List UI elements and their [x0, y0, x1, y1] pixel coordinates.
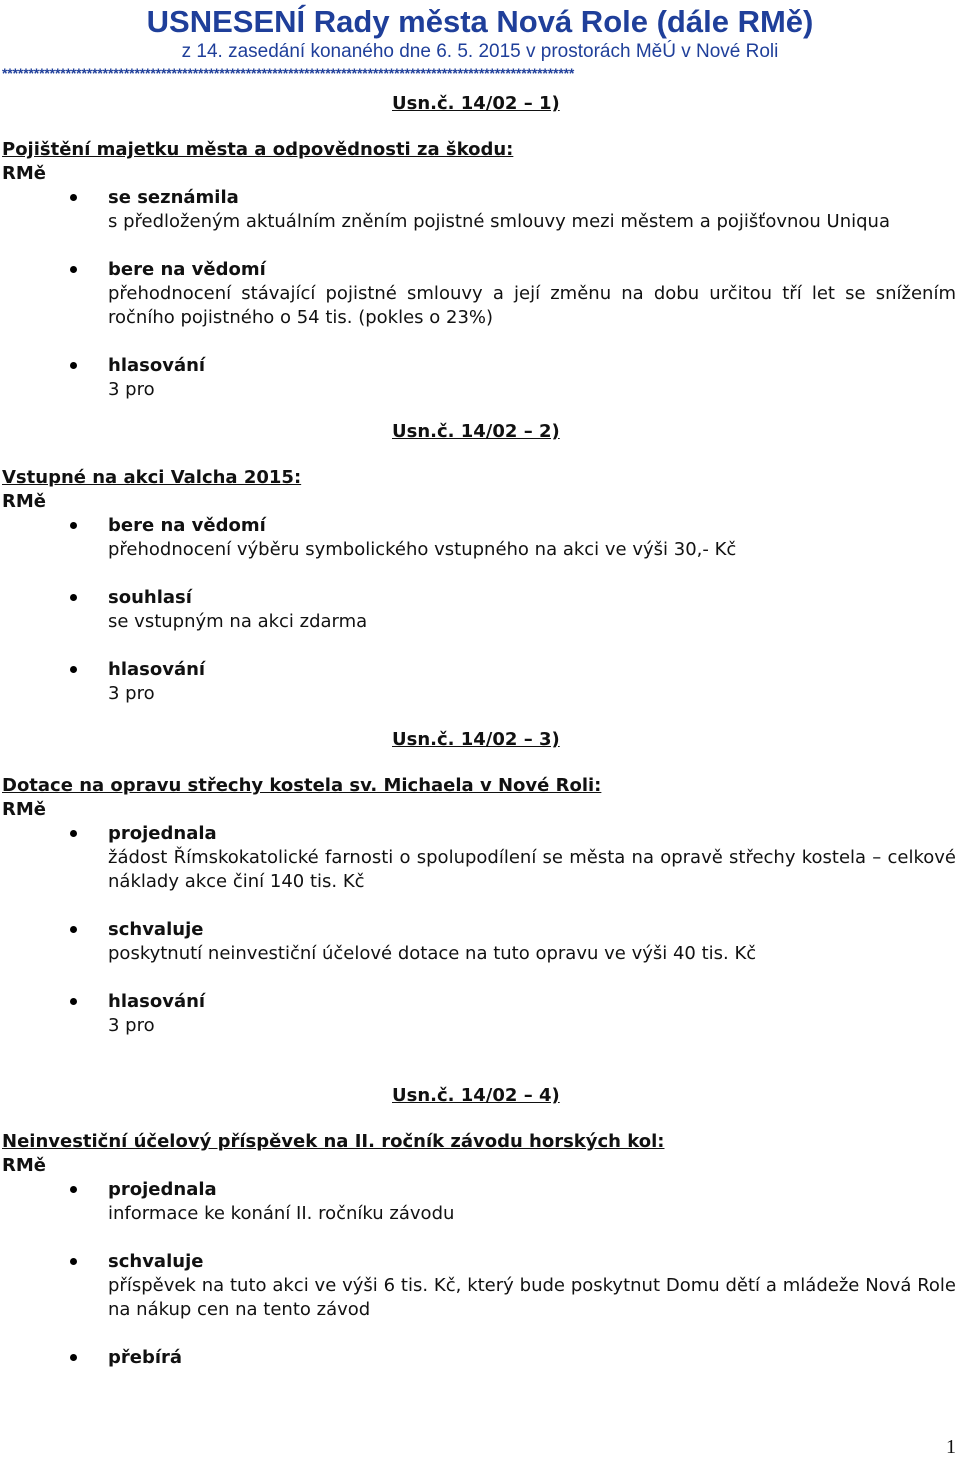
council-label: RMě — [2, 799, 46, 820]
resolution-items — [0, 186, 960, 402]
bullet-icon — [70, 266, 77, 273]
document-subtitle: z 14. zasedání konaného dne 6. 5. 2015 v prostorách MěÚ v Nové Roli — [181, 41, 779, 62]
council-label: RMě — [2, 163, 46, 184]
resolution-number: Usn.č. 14/02 – 4) — [392, 1085, 560, 1106]
item-text: přehodnocení stávající pojistné smlouvy a její změnu na dobu určitou tří let se snížením ročního pojistného o 54 tis. (pokles o 23%) — [108, 283, 956, 328]
list-item — [0, 1346, 960, 1370]
document-header — [0, 4, 960, 82]
bullet-icon — [70, 522, 77, 529]
list-item — [0, 186, 960, 234]
item-text: s předloženým aktuálním zněním pojistné smlouvy mezi městem a pojišťovnou Uniqua — [108, 211, 890, 232]
resolution-number: Usn.č. 14/02 – 2) — [392, 421, 560, 442]
resolution-number: Usn.č. 14/02 – 1) — [392, 93, 560, 114]
list-item — [0, 514, 960, 562]
list-item — [0, 354, 960, 402]
item-verb: hlasování — [108, 355, 206, 376]
item-text: 3 pro — [108, 379, 155, 400]
list-item — [0, 658, 960, 706]
item-verb: souhlasí — [108, 587, 192, 608]
item-text: 3 pro — [108, 683, 155, 704]
item-verb: projednala — [108, 823, 217, 844]
section-title: Vstupné na akci Valcha 2015: — [2, 467, 302, 488]
list-item — [0, 1250, 960, 1322]
bullet-icon — [70, 666, 77, 673]
item-verb: hlasování — [108, 659, 206, 680]
item-verb: bere na vědomí — [108, 259, 266, 280]
document-title: USNESENÍ Rady města Nová Role (dále RMě) — [146, 4, 814, 39]
list-item — [0, 918, 960, 966]
list-item — [0, 822, 960, 894]
resolution-section — [0, 1084, 960, 1370]
bullet-icon — [70, 362, 77, 369]
item-text: přehodnocení výběru symbolického vstupného na akci ve výši 30,- Kč — [108, 539, 737, 560]
item-verb: se seznámila — [108, 187, 239, 208]
bullet-icon — [70, 1354, 77, 1361]
section-title: Neinvestiční účelový příspěvek na II. ročník závodu horských kol: — [2, 1131, 665, 1152]
council-label: RMě — [2, 1155, 46, 1176]
item-text: 3 pro — [108, 1015, 155, 1036]
list-item — [0, 990, 960, 1038]
bullet-icon — [70, 194, 77, 201]
bullet-icon — [70, 1186, 77, 1193]
list-item — [0, 586, 960, 634]
resolution-section — [0, 92, 960, 402]
resolution-items — [0, 1178, 960, 1370]
resolution-items — [0, 514, 960, 706]
resolution-items — [0, 822, 960, 1038]
page-number: 1 — [946, 1436, 956, 1458]
item-text: příspěvek na tuto akci ve výši 6 tis. Kč, který bude poskytnut Domu dětí a mládeže Nová Role na nákup cen na tento závod — [108, 1275, 956, 1320]
item-text: poskytnutí neinvestiční účelové dotace na tuto opravu ve výši 40 tis. Kč — [108, 943, 757, 964]
bullet-icon — [70, 1258, 77, 1265]
list-item — [0, 258, 960, 330]
item-text: informace ke konání II. ročníku závodu — [108, 1203, 455, 1224]
section-title: Dotace na opravu střechy kostela sv. Michaela v Nové Roli: — [2, 775, 602, 796]
resolution-number: Usn.č. 14/02 – 3) — [392, 729, 560, 750]
item-text: žádost Římskokatolické farnosti o spolupodílení se města na opravě střechy kostela – celkové náklady akce činí 140 tis. Kč — [108, 847, 956, 892]
item-text: se vstupným na akci zdarma — [108, 611, 368, 632]
bullet-icon — [70, 594, 77, 601]
item-verb: bere na vědomí — [108, 515, 266, 536]
bullet-icon — [70, 998, 77, 1005]
council-label: RMě — [2, 491, 46, 512]
item-verb: schvaluje — [108, 1251, 204, 1272]
bullet-icon — [70, 830, 77, 837]
list-item — [0, 1178, 960, 1226]
item-verb: přebírá — [108, 1347, 183, 1368]
resolution-section — [0, 420, 960, 706]
section-title: Pojištění majetku města a odpovědnosti za škodu: — [2, 139, 514, 160]
item-verb: schvaluje — [108, 919, 204, 940]
resolution-section — [0, 728, 960, 1038]
separator-stars: ************************************************************************************************************ — [2, 65, 575, 81]
item-verb: hlasování — [108, 991, 206, 1012]
bullet-icon — [70, 926, 77, 933]
item-verb: projednala — [108, 1179, 217, 1200]
